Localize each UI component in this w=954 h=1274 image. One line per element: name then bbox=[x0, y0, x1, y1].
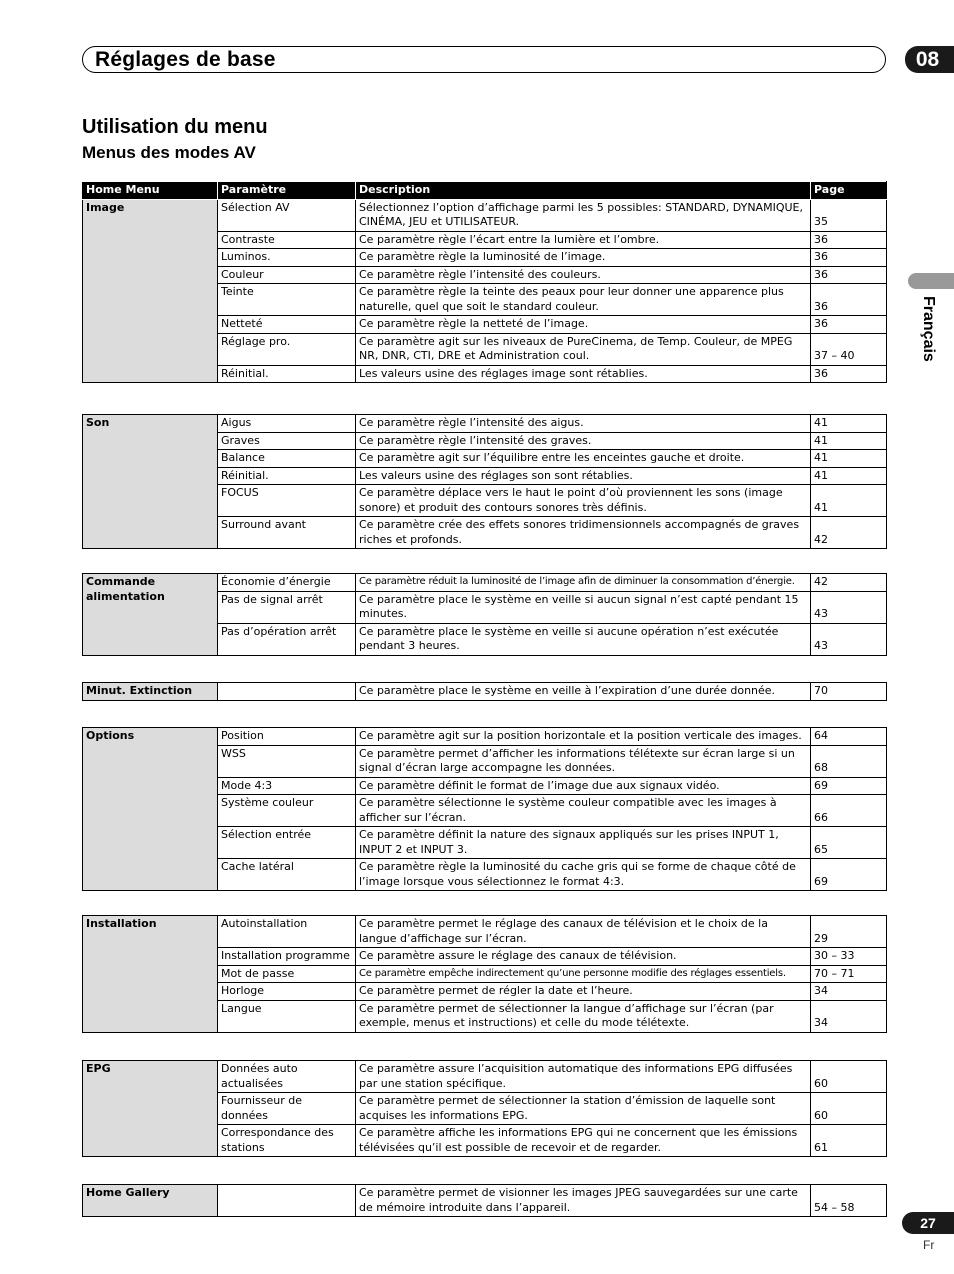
param-cell bbox=[218, 1185, 356, 1217]
param-cell: Pas d’opération arrêt bbox=[218, 623, 356, 655]
desc-cell: Ce paramètre règle la luminosité du cache gris qui se forme de chaque côté de l’image lorsque vous sélectionnez le format 4:3. bbox=[356, 859, 811, 891]
desc-cell: Ce paramètre règle la teinte des peaux pour leur donner une apparence plus naturelle, quel que soit le standard couleur. bbox=[356, 284, 811, 316]
page-cell: 34 bbox=[811, 1000, 887, 1032]
menu-table-epg bbox=[82, 1060, 887, 1157]
page-cell: 64 bbox=[811, 728, 887, 746]
table-row bbox=[83, 574, 887, 592]
desc-cell: Ce paramètre permet de visionner les images JPEG sauvegardées sur une carte de mémoire introduite dans l’appareil. bbox=[356, 1185, 811, 1217]
desc-cell: Ce paramètre règle l’intensité des couleurs. bbox=[356, 266, 811, 284]
param-cell: Correspondance des stations bbox=[218, 1125, 356, 1157]
chapter-header bbox=[82, 46, 886, 73]
desc-cell: Sélectionnez l’option d’affichage parmi les 5 possibles: STANDARD, DYNAMIQUE, CINÉMA, JEU et UTILISATEUR. bbox=[356, 199, 811, 231]
param-cell: Luminos. bbox=[218, 249, 356, 267]
desc-cell: Ce paramètre définit le format de l’image due aux signaux vidéo. bbox=[356, 777, 811, 795]
page-cell: 70 bbox=[811, 683, 887, 701]
param-cell: Langue bbox=[218, 1000, 356, 1032]
param-cell: Pas de signal arrêt bbox=[218, 591, 356, 623]
menu-table-minuterie bbox=[82, 682, 887, 701]
page-cell: 60 bbox=[811, 1061, 887, 1093]
page-number: 27 bbox=[902, 1212, 954, 1234]
param-cell: Balance bbox=[218, 450, 356, 468]
desc-cell: Ce paramètre règle la luminosité de l’image. bbox=[356, 249, 811, 267]
param-cell bbox=[218, 683, 356, 701]
home-menu-cell: Commande alimentation bbox=[83, 574, 218, 656]
header-page: Page bbox=[811, 182, 887, 200]
menu-table-alimentation bbox=[82, 573, 887, 656]
desc-cell: Ce paramètre place le système en veille si aucune opération n’est exécutée pendant 3 heures. bbox=[356, 623, 811, 655]
desc-cell: Ce paramètre agit sur la position horizontale et la position verticale des images. bbox=[356, 728, 811, 746]
page-cell: 41 bbox=[811, 450, 887, 468]
desc-cell: Ce paramètre définit la nature des signaux appliqués sur les prises INPUT 1, INPUT 2 et INPUT 3. bbox=[356, 827, 811, 859]
param-cell: Sélection AV bbox=[218, 199, 356, 231]
menu-table-son bbox=[82, 414, 887, 549]
menu-table-home-gallery bbox=[82, 1184, 887, 1217]
page-cell: 65 bbox=[811, 827, 887, 859]
param-cell: Installation programme bbox=[218, 948, 356, 966]
page-cell: 41 bbox=[811, 485, 887, 517]
chapter-title: Réglages de base bbox=[95, 47, 276, 71]
page-cell: 30 – 33 bbox=[811, 948, 887, 966]
page-cell: 41 bbox=[811, 467, 887, 485]
desc-cell: Ce paramètre empêche indirectement qu’une personne modifie des réglages essentiels. bbox=[356, 965, 811, 983]
desc-cell: Ce paramètre permet de sélectionner la langue d’affichage sur l’écran (par exemple, menus et instructions) et celle du mode télétexte. bbox=[356, 1000, 811, 1032]
header-description: Description bbox=[356, 182, 811, 200]
desc-cell: Ce paramètre place le système en veille si aucun signal n’est capté pendant 15 minutes. bbox=[356, 591, 811, 623]
param-cell: WSS bbox=[218, 745, 356, 777]
menu-table-image bbox=[82, 181, 887, 383]
desc-cell: Ce paramètre place le système en veille à l’expiration d’une durée donnée. bbox=[356, 683, 811, 701]
param-cell: Teinte bbox=[218, 284, 356, 316]
home-menu-cell: Minut. Extinction bbox=[83, 683, 218, 701]
chapter-number-tab: 08 bbox=[905, 46, 954, 73]
desc-cell: Ce paramètre permet de régler la date et l’heure. bbox=[356, 983, 811, 1001]
language-tab-marker bbox=[908, 273, 954, 289]
param-cell: Réinitial. bbox=[218, 365, 356, 383]
page-cell: 42 bbox=[811, 517, 887, 549]
table-row bbox=[83, 683, 887, 701]
desc-cell: Ce paramètre agit sur l’équilibre entre les enceintes gauche et droite. bbox=[356, 450, 811, 468]
table-row bbox=[83, 1061, 887, 1093]
desc-cell: Ce paramètre déplace vers le haut le point d’où proviennent les sons (image sonore) et produit des contours sonores très définis. bbox=[356, 485, 811, 517]
param-cell: Fournisseur de données bbox=[218, 1093, 356, 1125]
home-menu-cell: EPG bbox=[83, 1061, 218, 1157]
desc-cell: Ce paramètre réduit la luminosité de l’image afin de diminuer la consommation d’énergie. bbox=[356, 574, 811, 592]
page-cell: 41 bbox=[811, 432, 887, 450]
param-cell: Horloge bbox=[218, 983, 356, 1001]
page-cell: 36 bbox=[811, 266, 887, 284]
table-row bbox=[83, 415, 887, 433]
menu-table-options bbox=[82, 727, 887, 891]
param-cell: Graves bbox=[218, 432, 356, 450]
desc-cell: Les valeurs usine des réglages son sont rétablies. bbox=[356, 467, 811, 485]
desc-cell: Ce paramètre assure le réglage des canaux de télévision. bbox=[356, 948, 811, 966]
param-cell: Netteté bbox=[218, 316, 356, 334]
desc-cell: Ce paramètre agit sur les niveaux de PureCinema, de Temp. Couleur, de MPEG NR, DNR, CTI, DRE et Administration coul. bbox=[356, 333, 811, 365]
page-cell: 36 bbox=[811, 365, 887, 383]
param-cell: Mot de passe bbox=[218, 965, 356, 983]
table-row bbox=[83, 199, 887, 231]
desc-cell: Ce paramètre permet de sélectionner la station d’émission de laquelle sont acquises les informations EPG. bbox=[356, 1093, 811, 1125]
page-cell: 69 bbox=[811, 859, 887, 891]
desc-cell: Ce paramètre règle l’écart entre la lumière et l’ombre. bbox=[356, 231, 811, 249]
page-cell: 69 bbox=[811, 777, 887, 795]
page-cell: 35 bbox=[811, 199, 887, 231]
param-cell: Économie d’énergie bbox=[218, 574, 356, 592]
home-menu-cell: Son bbox=[83, 415, 218, 549]
page-cell: 42 bbox=[811, 574, 887, 592]
page-cell: 34 bbox=[811, 983, 887, 1001]
header-parametre: Paramètre bbox=[218, 182, 356, 200]
home-menu-cell: Home Gallery bbox=[83, 1185, 218, 1217]
desc-cell: Ce paramètre sélectionne le système couleur compatible avec les images à afficher sur l’écran. bbox=[356, 795, 811, 827]
desc-cell: Ce paramètre permet le réglage des canaux de télévision et le choix de la langue d’affichage sur l’écran. bbox=[356, 916, 811, 948]
language-label: Français bbox=[920, 296, 937, 362]
page-cell: 36 bbox=[811, 249, 887, 267]
param-cell: Réinitial. bbox=[218, 467, 356, 485]
page-language-code: Fr bbox=[923, 1238, 935, 1252]
desc-cell: Ce paramètre règle l’intensité des graves. bbox=[356, 432, 811, 450]
home-menu-cell: Installation bbox=[83, 916, 218, 1033]
home-menu-cell: Options bbox=[83, 728, 218, 891]
section-subtitle: Menus des modes AV bbox=[82, 143, 256, 162]
page-cell: 36 bbox=[811, 284, 887, 316]
param-cell: Position bbox=[218, 728, 356, 746]
page-cell: 29 bbox=[811, 916, 887, 948]
table-row bbox=[83, 728, 887, 746]
table-row bbox=[83, 916, 887, 948]
desc-cell: Ce paramètre permet d’afficher les informations télétexte sur écran large si un signal d’écran large accompagne les données. bbox=[356, 745, 811, 777]
param-cell: Aigus bbox=[218, 415, 356, 433]
page-cell: 37 – 40 bbox=[811, 333, 887, 365]
page-cell: 70 – 71 bbox=[811, 965, 887, 983]
page-cell: 61 bbox=[811, 1125, 887, 1157]
param-cell: Cache latéral bbox=[218, 859, 356, 891]
table-header-row bbox=[83, 182, 887, 200]
menu-table-installation bbox=[82, 915, 887, 1033]
page-cell: 36 bbox=[811, 316, 887, 334]
desc-cell: Ce paramètre affiche les informations EPG qui ne concernent que les émissions télévisées qu’il est possible de recevoir et de regarder. bbox=[356, 1125, 811, 1157]
param-cell: Mode 4:3 bbox=[218, 777, 356, 795]
header-home-menu: Home Menu bbox=[83, 182, 218, 200]
desc-cell: Ce paramètre crée des effets sonores tridimensionnels accompagnés de graves riches et profonds. bbox=[356, 517, 811, 549]
page-cell: 60 bbox=[811, 1093, 887, 1125]
desc-cell: Ce paramètre assure l’acquisition automatique des informations EPG diffusées par une station spécifique. bbox=[356, 1061, 811, 1093]
page-cell: 66 bbox=[811, 795, 887, 827]
param-cell: FOCUS bbox=[218, 485, 356, 517]
param-cell: Système couleur bbox=[218, 795, 356, 827]
param-cell: Couleur bbox=[218, 266, 356, 284]
section-title: Utilisation du menu bbox=[82, 116, 268, 138]
page-cell: 41 bbox=[811, 415, 887, 433]
desc-cell: Ce paramètre règle la netteté de l’image. bbox=[356, 316, 811, 334]
param-cell: Réglage pro. bbox=[218, 333, 356, 365]
param-cell: Contraste bbox=[218, 231, 356, 249]
param-cell: Données auto actualisées bbox=[218, 1061, 356, 1093]
param-cell: Autoinstallation bbox=[218, 916, 356, 948]
page-cell: 43 bbox=[811, 591, 887, 623]
page-cell: 68 bbox=[811, 745, 887, 777]
desc-cell: Ce paramètre règle l’intensité des aigus. bbox=[356, 415, 811, 433]
table-row bbox=[83, 1185, 887, 1217]
param-cell: Surround avant bbox=[218, 517, 356, 549]
page-cell: 54 – 58 bbox=[811, 1185, 887, 1217]
page-cell: 43 bbox=[811, 623, 887, 655]
desc-cell: Les valeurs usine des réglages image sont rétablies. bbox=[356, 365, 811, 383]
home-menu-cell: Image bbox=[83, 199, 218, 383]
param-cell: Sélection entrée bbox=[218, 827, 356, 859]
page-cell: 36 bbox=[811, 231, 887, 249]
